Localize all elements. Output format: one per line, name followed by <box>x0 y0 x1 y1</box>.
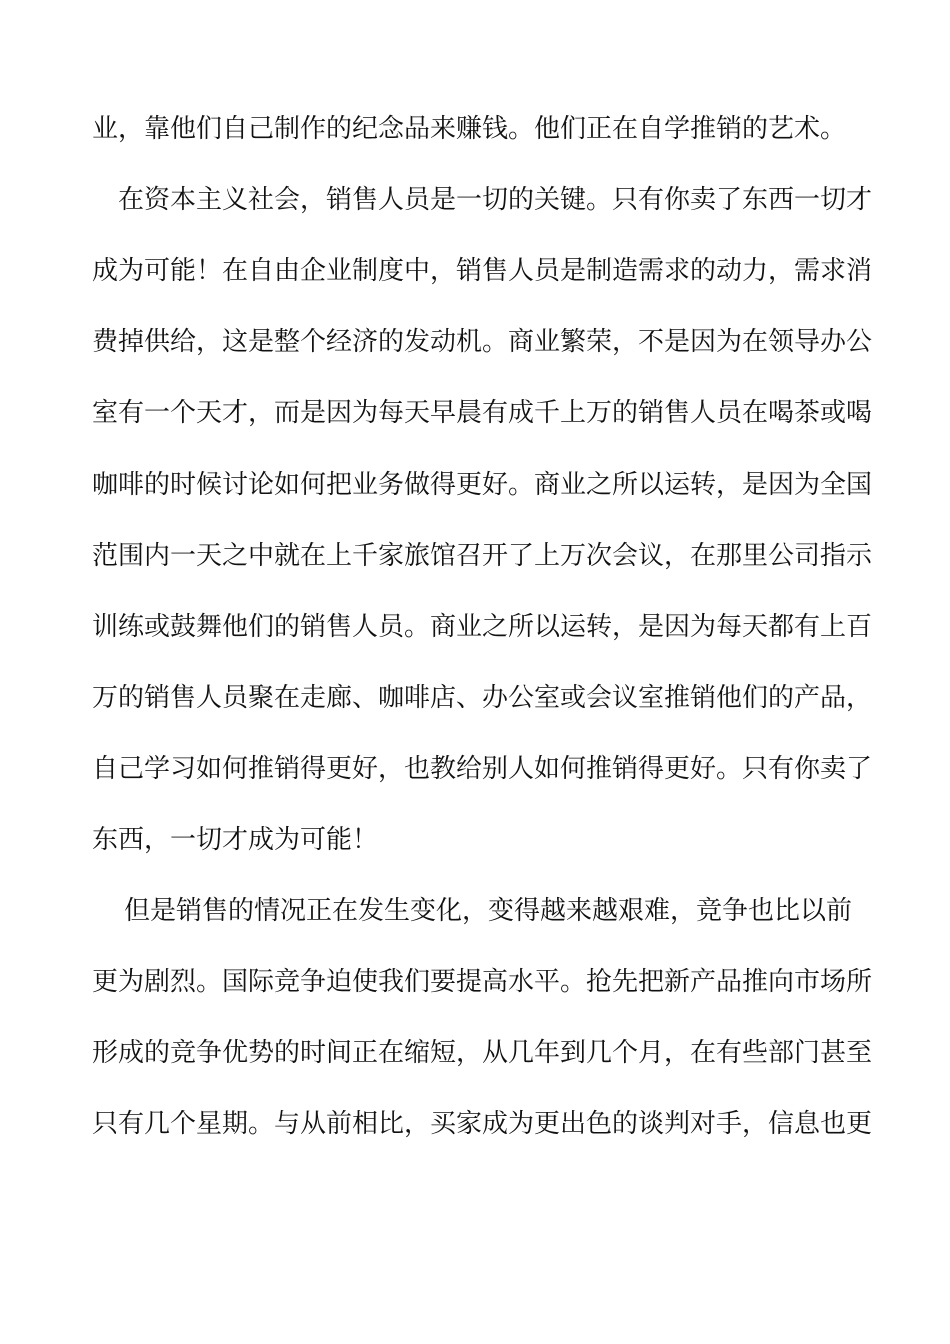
paragraph-line-4: 费掉供给，这是整个经济的发动机。商业繁荣，不是因为在领导办公 <box>92 327 873 357</box>
paragraph-line-1: 业，靠他们自己制作的纪念品来赚钱。他们正在自学推销的艺术。 <box>92 114 847 144</box>
paragraph-line-2: 在资本主义社会，销售人员是一切的关键。只有你卖了东西一切才 <box>118 185 873 215</box>
paragraph-line-10: 自己学习如何推销得更好，也教给别人如何推销得更好。只有你卖了 <box>92 754 873 784</box>
paragraph-line-9: 万的销售人员聚在走廊、咖啡店、办公室或会议室推销他们的产品， <box>92 683 873 713</box>
paragraph-line-14: 形成的竞争优势的时间正在缩短，从几年到几个月，在有些部门甚至 <box>92 1038 873 1068</box>
paragraph-line-3: 成为可能！在自由企业制度中，销售人员是制造需求的动力，需求消 <box>92 256 873 286</box>
paragraph-line-8: 训练或鼓舞他们的销售人员。商业之所以运转，是因为每天都有上百 <box>92 612 873 642</box>
paragraph-line-11: 东西，一切才成为可能！ <box>92 825 379 855</box>
paragraph-line-6: 咖啡的时候讨论如何把业务做得更好。商业之所以运转，是因为全国 <box>92 470 873 500</box>
paragraph-line-7: 范围内一天之中就在上千家旅馆召开了上万次会议，在那里公司指示 <box>92 541 873 571</box>
paragraph-line-13: 更为剧烈。国际竞争迫使我们要提高水平。抢先把新产品推向市场所 <box>92 967 873 997</box>
paragraph-line-15: 只有几个星期。与从前相比，买家成为更出色的谈判对手，信息也更 <box>92 1109 873 1139</box>
paragraph-line-12: 但是销售的情况正在发生变化，变得越来越艰难，竞争也比以前 <box>124 896 853 926</box>
paragraph-line-5: 室有一个天才，而是因为每天早晨有成千上万的销售人员在喝茶或喝 <box>92 398 873 428</box>
